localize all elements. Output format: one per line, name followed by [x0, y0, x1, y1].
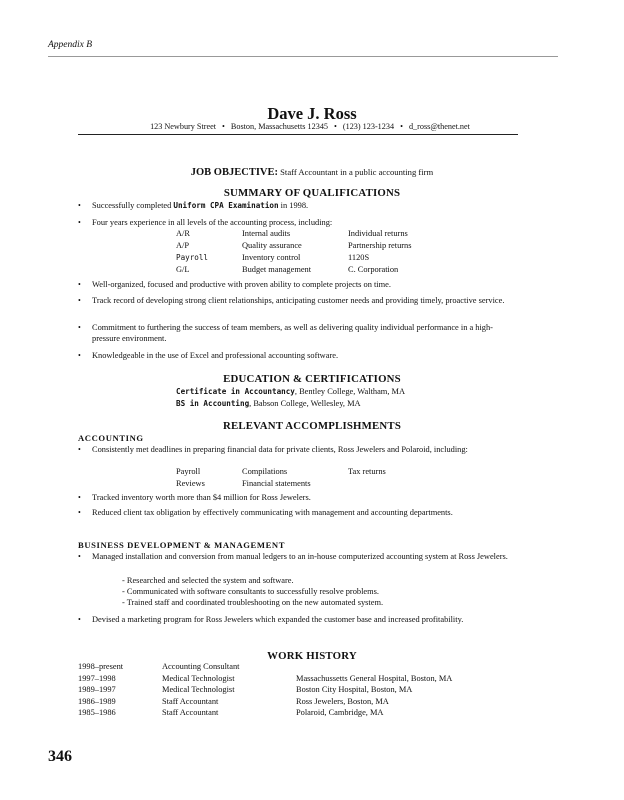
bullet: • — [78, 323, 81, 332]
table-row: G/L Budget management C. Corporation — [176, 265, 399, 274]
school: , Babson College, Wellesley, MA — [249, 399, 361, 408]
list-item: • Consistently met deadlines in preparing financial data for private clients, Ross Jewelers and Polaroid, including: — [78, 445, 468, 454]
bullet: • — [78, 201, 81, 210]
contact-address: 123 Newbury Street — [150, 122, 217, 131]
bullet: • — [78, 552, 81, 561]
bullet: • — [78, 493, 81, 502]
bdm-subheading: BUSINESS DEVELOPMENT & MANAGEMENT — [78, 540, 286, 550]
work-history-heading: WORK HISTORY — [267, 650, 357, 662]
running-header: Appendix B — [48, 40, 93, 50]
list-item: • Track record of developing strong client relationships, anticipating customer needs and providing timely, proactive service. — [78, 296, 505, 305]
skills-grid — [176, 229, 496, 277]
contact-line — [80, 122, 540, 131]
list-item: • Four years experience in all levels of the accounting process, including: — [78, 218, 333, 227]
table-row: 1986–1989 Staff Accountant Ross Jewelers, Boston, MA — [78, 696, 389, 706]
contact-bullet: • — [400, 122, 403, 131]
bullet: • — [78, 351, 81, 360]
objective-text: Staff Accountant in a public accounting firm — [280, 167, 434, 177]
accomplishments-heading: RELEVANT ACCOMPLISHMENTS — [222, 420, 402, 432]
list-item: • Reduced client tax obligation by effectively communicating with management and accounting departments. — [78, 508, 453, 517]
table-row: 1997–1998 Medical Technologist Massachussetts General Hospital, Boston, MA — [78, 673, 453, 683]
bullet: • — [78, 296, 81, 305]
contact-email: d_ross@thenet.net — [408, 122, 470, 131]
work-history-table — [78, 662, 518, 720]
bullet: • — [78, 218, 81, 227]
name-divider — [78, 134, 518, 135]
degree: Certificate in Accountancy — [176, 387, 295, 396]
accounting-subheading: ACCOUNTING — [78, 433, 144, 443]
bullet: • — [78, 508, 81, 517]
list-item: • Commitment to furthering the success of team members, as well as delivering quality individual performance in a high-pressure environment. — [78, 323, 493, 344]
bullet: • — [78, 445, 81, 454]
education-item — [176, 387, 405, 396]
school: , Bentley College, Waltham, MA — [294, 387, 405, 396]
cpa-exam: Uniform CPA Examination — [173, 201, 279, 210]
table-row: 1998–present Accounting Consultant — [78, 662, 240, 671]
list-item: • Tracked inventory worth more than $4 million for Ross Jewelers. — [78, 493, 311, 502]
summary-heading: SUMMARY OF QUALIFICATIONS — [223, 187, 401, 199]
contact-bullet: • — [222, 122, 225, 131]
sub-item: - Researched and selected the system and software. — [122, 576, 294, 585]
contact-bullet: • — [334, 122, 337, 131]
table-row: 1985–1986 Staff Accountant Polaroid, Cambridge, MA — [78, 708, 384, 717]
education-item — [176, 399, 361, 408]
list-item: • Successfully completed Uniform CPA Examination in 1998. — [78, 201, 309, 210]
table-row: A/R Internal audits Individual returns — [176, 229, 408, 238]
list-item: • Devised a marketing program for Ross Jewelers which expanded the customer base and increased profitability. — [78, 615, 464, 624]
degree: BS in Accounting — [176, 399, 250, 408]
list-item: • Managed installation and conversion from manual ledgers to an in-house computerized accounting system at Ross Jewelers. — [78, 552, 508, 561]
education-heading: EDUCATION & CERTIFICATIONS — [223, 373, 401, 385]
job-objective — [0, 167, 624, 178]
bdm-subpoints — [122, 575, 383, 609]
table-row: Payroll Compilations Tax returns — [176, 467, 386, 476]
table-row: 1989–1997 Medical Technologist Boston City Hospital, Boston, MA — [78, 685, 413, 694]
bullet: • — [78, 280, 81, 289]
contact-phone: (123) 123-1234 — [342, 122, 395, 131]
sub-item: - Communicated with software consultants to successfully resolve problems. — [122, 587, 380, 597]
objective-label: JOB OBJECTIVE: — [190, 167, 278, 178]
sub-item: - Trained staff and coordinated troubleshooting on the new automated system. — [122, 598, 384, 608]
table-row: Reviews Financial statements — [176, 479, 311, 488]
list-item: • Well-organized, focused and productive with proven ability to complete projects on time. — [78, 280, 391, 289]
resume-name: Dave J. Ross — [267, 104, 357, 123]
accounting-grid — [176, 467, 496, 491]
page-number: 346 — [48, 748, 72, 765]
table-row: Payroll Inventory control 1120S — [176, 253, 370, 262]
contact-city: Boston, Massachusetts 12345 — [230, 122, 329, 131]
table-row: A/P Quality assurance Partnership returns — [176, 241, 412, 250]
bullet: • — [78, 615, 81, 624]
header-divider — [48, 56, 558, 57]
list-item: • Knowledgeable in the use of Excel and professional accounting software. — [78, 351, 339, 360]
